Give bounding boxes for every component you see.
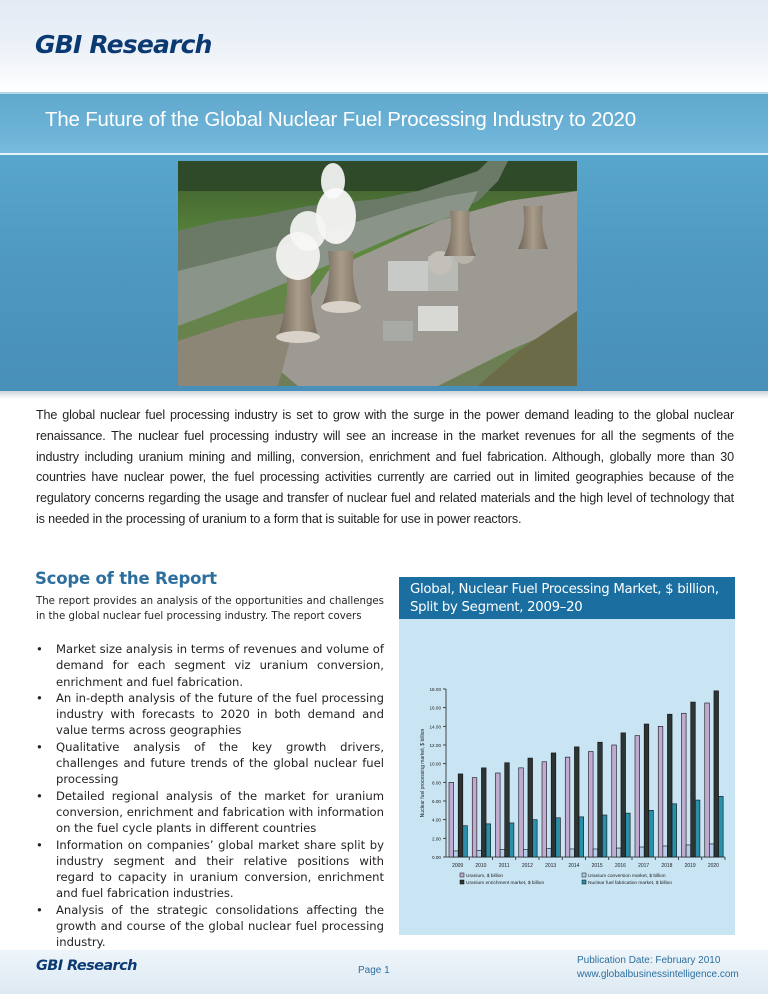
brand-logo: GBI Research (35, 30, 212, 59)
divider (0, 391, 768, 399)
svg-text:2009: 2009 (452, 863, 464, 869)
svg-text:Uranium conversion market, $ b: Uranium conversion market, $ billion (588, 874, 666, 879)
svg-text:2012: 2012 (521, 863, 533, 869)
svg-text:12.00: 12.00 (429, 743, 441, 748)
hero-band (0, 155, 768, 391)
list-item: • Market size analysis in terms of revenues and volume of demand for each segment viz uranium conversion, enrichment and fuel fabrication. (36, 642, 384, 689)
svg-text:2010: 2010 (475, 863, 487, 869)
svg-text:Nuclear fuel processing market: Nuclear fuel processing market, $ billion (420, 728, 426, 818)
svg-text:Uranium, $ billion: Uranium, $ billion (466, 874, 504, 879)
svg-text:2015: 2015 (591, 863, 603, 869)
svg-text:18.00: 18.00 (429, 687, 441, 692)
svg-text:2018: 2018 (661, 863, 673, 869)
bar-chart (399, 577, 735, 935)
svg-text:2013: 2013 (545, 863, 557, 869)
list-item: • Qualitative analysis of the key growth drivers, challenges and future trends of the global nuclear fuel processing (36, 739, 384, 787)
chart-title-bar (399, 577, 735, 619)
header-band (0, 0, 768, 92)
svg-text:2016: 2016 (614, 863, 626, 869)
website-link[interactable]: www.globalbusinessintelligence.com (577, 969, 739, 980)
svg-text:Uranium enrichment market, $ b: Uranium enrichment market, $ billion (466, 881, 545, 886)
svg-text:14.00: 14.00 (429, 724, 441, 730)
list-item: • Detailed regional analysis of the market for uranium conversion, enrichment and fabrication with information on the fuel cycle plants in different countries (36, 788, 384, 836)
svg-text:6.00: 6.00 (432, 799, 441, 804)
bullet-icon: • (36, 788, 43, 803)
report-title: The Future of the Global Nuclear Fuel Processing Industry to 2020 (45, 108, 636, 131)
svg-text:2014: 2014 (568, 863, 580, 869)
bullet-icon: • (36, 837, 43, 852)
page-number: Page 1 (358, 965, 390, 976)
scope-intro: The report provides an analysis of the opportunities and challenges in the global nuclear fuel processing industry. The report covers (36, 596, 384, 622)
svg-text:2011: 2011 (498, 863, 510, 869)
svg-text:10.00: 10.00 (429, 761, 441, 767)
svg-text:Nuclear fuel fabrication marke: Nuclear fuel fabrication market, $ billion (588, 881, 672, 886)
chart-title-line-2: Split by Segment, 2009–20 (410, 599, 583, 615)
svg-text:2.00: 2.00 (432, 836, 441, 842)
bullet-icon: • (36, 642, 43, 656)
title-band (0, 92, 768, 153)
svg-text:16.00: 16.00 (429, 705, 441, 711)
chart-panel (399, 577, 735, 935)
bullet-icon: • (36, 902, 43, 917)
svg-text:2017: 2017 (638, 863, 650, 869)
svg-text:4.00: 4.00 (432, 817, 441, 823)
bullet-icon: • (36, 690, 43, 705)
svg-text:0.00: 0.00 (432, 855, 441, 860)
scope-heading: Scope of the Report (35, 569, 217, 588)
nuclear-plant-photo (178, 161, 577, 386)
publication-date: Publication Date: February 2010 (577, 955, 721, 966)
intro-paragraph: The global nuclear fuel processing industry is set to grow with the surge in the power demand leading to the global nuclear renaissance. The nuclear fuel processing industry will see an increase in the market revenues for all the segments of the industry including uranium mining and milling, conversion, enrichment and fuel fabrication. Although, globally more than 30 countries have nuclear power, the fuel processing activities currently are carried out in limited geographies because of the regulatory concerns regarding the usage and transfer of nuclear fuel and related materials and the high level of technology that is needed in the processing of uranium to a form that is suitable for use in power reactors. (36, 408, 734, 526)
footer (0, 950, 768, 994)
svg-text:2020: 2020 (707, 863, 719, 869)
list-item: • Analysis of the strategic consolidations affecting the growth and course of the global nuclear fuel processing industry. (36, 902, 384, 950)
svg-text:8.00: 8.00 (432, 780, 441, 786)
chart-title-line-1: Global, Nuclear Fuel Processing Market, $ billion, (410, 582, 719, 597)
scope-list (36, 641, 384, 951)
bullet-icon: • (36, 739, 43, 754)
footer-brand-logo: GBI Research (36, 958, 137, 974)
list-item: • An in-depth analysis of the future of the fuel processing industry with forecasts to 2020 in both demand and value terms across geographies (36, 690, 384, 738)
list-item: • Information on companies’ global market share split by industry segment and their relative positions with regard to capacity in uranium conversion, enrichment and fuel fabrication industries. (36, 837, 384, 901)
svg-text:2019: 2019 (684, 863, 696, 869)
